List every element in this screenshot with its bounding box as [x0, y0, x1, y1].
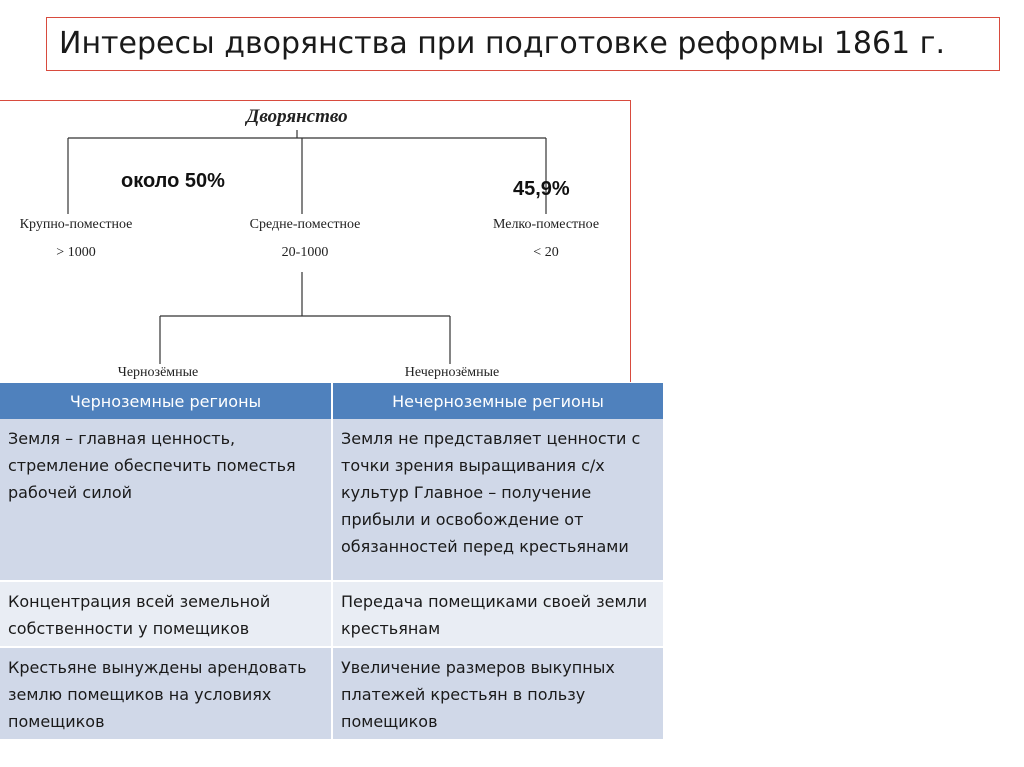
header-chernozem: Черноземные регионы	[0, 383, 332, 419]
sub-branch-chernozem: Чернозёмные	[117, 365, 199, 380]
table-row	[0, 647, 664, 740]
table-cell: Земля не представляет ценности с точки зрения выращивания с/х культур Главное – получение прибыли и освобождение от обязанностей перед крестьянами	[332, 419, 664, 581]
table-row	[0, 581, 664, 647]
table-cell: Земля – главная ценность, стремление обеспечить поместья рабочей силой	[0, 419, 332, 581]
table-row	[0, 419, 664, 581]
tree-root-label: Дворянство	[246, 106, 348, 127]
regions-table	[0, 383, 665, 741]
branch-small-range: < 20	[533, 245, 559, 260]
table-cell: Крестьяне вынуждены арендовать землю помещиков на условиях помещиков	[0, 647, 332, 740]
sub-branch-nechernozem: Нечернозёмные	[404, 365, 500, 380]
page-title: Интересы дворянства при подготовке реформы 1861 г.	[59, 26, 945, 61]
branch-small-label: Мелко-поместное	[492, 217, 600, 232]
header-nechernozem: Нечерноземные регионы	[332, 383, 664, 419]
branch-large-range: > 1000	[56, 245, 96, 260]
table-cell: Концентрация всей земельной собственности у помещиков	[0, 581, 332, 647]
table-cell: Передача помещиками своей земли крестьянам	[332, 581, 664, 647]
branch-middle-range: 20-1000	[281, 245, 329, 260]
table-header-row	[0, 383, 664, 419]
branch-large-label: Крупно-поместное	[19, 217, 133, 232]
table-cell: Увеличение размеров выкупных платежей крестьян в пользу помещиков	[332, 647, 664, 740]
percent-small: 45,9%	[513, 178, 570, 200]
percent-middle: около 50%	[121, 170, 225, 192]
branch-middle-label: Средне-поместное	[249, 217, 361, 232]
